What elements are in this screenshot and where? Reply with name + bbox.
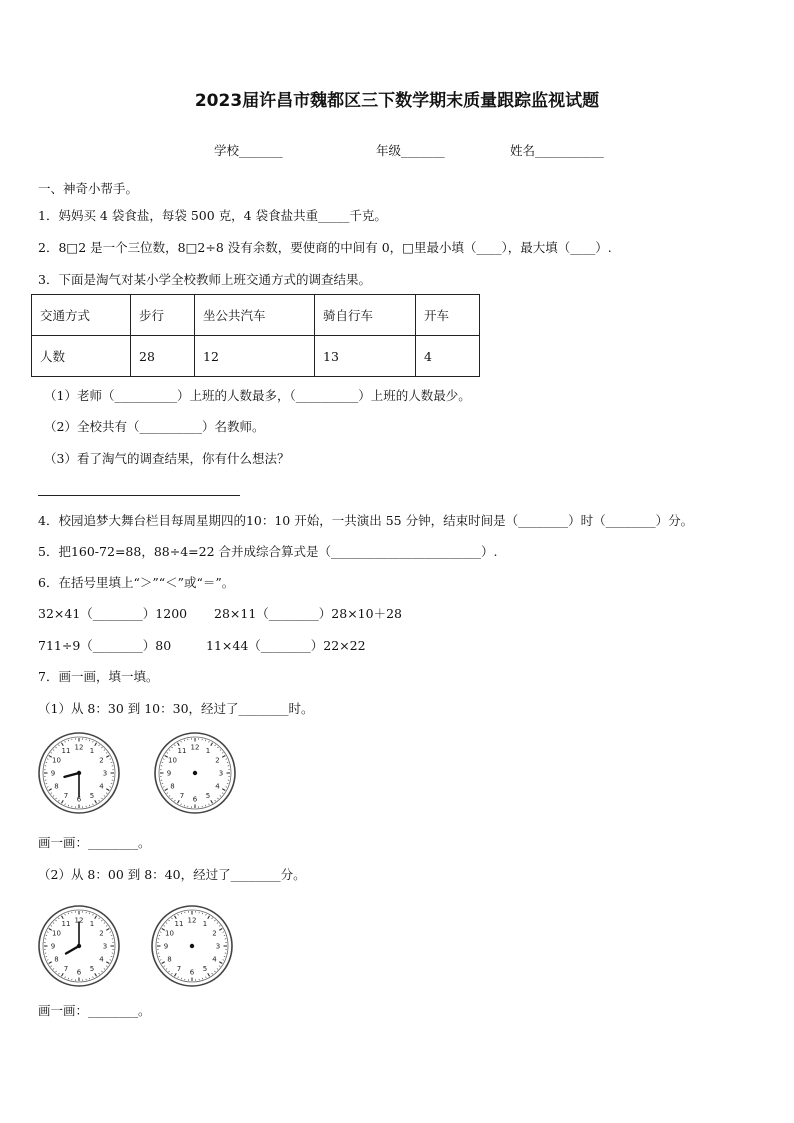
comparison-b: 28×11（________）28×10＋28 [214, 606, 402, 621]
clock-face-icon [37, 904, 121, 988]
question-6: 6．在括号里填上“＞”“＜”或“＝”。 [38, 575, 235, 590]
clock-face-icon[interactable] [153, 731, 237, 815]
name-field[interactable]: 姓名___________ [510, 143, 604, 158]
clock-number: 6 [189, 968, 195, 977]
table-row [32, 336, 480, 377]
table-cell: 28 [131, 336, 195, 377]
question-4: 4．校园追梦大舞台栏目每周星期四的10：10 开始，一共演出 55 分钟，结束时间是（________）时（________）分。 [38, 513, 694, 528]
question-7-2: （2）从 8：00 到 8：40，经过了________分。 [38, 867, 306, 882]
clock-number: 7 [176, 965, 182, 974]
grade-field[interactable]: 年级_______ [376, 143, 445, 158]
clock-number: 12 [74, 743, 84, 752]
clock-number: 7 [63, 965, 69, 974]
clock-number: 11 [61, 920, 71, 929]
clock-number: 9 [163, 942, 169, 951]
table-cell: 骑自行车 [315, 295, 416, 336]
question-2: 2．8□2 是一个三位数，8□2÷8 没有余数，要使商的中间有 0，□里最小填（____），最大填（____）. [38, 240, 612, 255]
clock-number: 4 [215, 782, 220, 791]
clock-center-dot [193, 771, 197, 775]
clock-number: 4 [212, 955, 217, 964]
clock-number: 8 [170, 782, 175, 791]
table-cell: 步行 [131, 295, 195, 336]
clock-number: 3 [102, 769, 108, 778]
clock-number: 12 [190, 743, 200, 752]
question-5: 5．把160-72=88，88÷4=22 合并成综合算式是（________________________）. [38, 544, 498, 559]
table-cell: 人数 [32, 336, 131, 377]
draw-prompt-1: 画一画：________。 [38, 835, 151, 850]
clock-number: 10 [165, 929, 174, 938]
clock-number: 4 [99, 782, 104, 791]
clock-number: 5 [89, 965, 95, 974]
clock-number: 9 [50, 942, 56, 951]
survey-table [31, 294, 480, 377]
clock-number: 4 [99, 955, 104, 964]
school-field[interactable]: 学校_______ [214, 143, 283, 158]
question-3-3: （3）看了淘气的调查结果，你有什么想法？ [44, 451, 290, 466]
clock-number: 3 [102, 942, 108, 951]
clock-center-dot [77, 944, 81, 948]
clock-center-dot [77, 771, 81, 775]
clock-number: 10 [52, 929, 61, 938]
clock-number: 7 [63, 792, 69, 801]
clock-number: 7 [179, 792, 185, 801]
answer-line[interactable] [38, 495, 240, 496]
clock-number: 6 [192, 795, 198, 804]
page-title: 2023届许昌市魏都区三下数学期末质量跟踪监视试题 [194, 91, 600, 111]
clock-number: 6 [76, 795, 82, 804]
comparison-d: 11×44（________）22×22 [206, 638, 366, 653]
table-row [32, 295, 480, 336]
question-7: 7．画一画，填一填。 [38, 669, 159, 684]
question-7-1: （1）从 8：30 到 10：30，经过了________时。 [38, 701, 314, 716]
clock-number: 6 [76, 968, 82, 977]
table-cell: 12 [195, 336, 315, 377]
table-cell: 开车 [416, 295, 480, 336]
question-3-2: （2）全校共有（__________）名教师。 [44, 419, 265, 434]
clock-number: 2 [215, 756, 220, 765]
clock-number: 9 [50, 769, 56, 778]
clock-number: 11 [177, 747, 187, 756]
clock-number: 2 [99, 929, 104, 938]
clock-number: 1 [202, 920, 208, 929]
clock-number: 11 [61, 747, 71, 756]
clock-number: 8 [167, 955, 172, 964]
clock-center-dot [190, 944, 194, 948]
table-cell: 13 [315, 336, 416, 377]
clock-number: 8 [54, 782, 59, 791]
clock-number: 12 [74, 916, 84, 925]
clock-number: 1 [205, 747, 211, 756]
question-3-1: （1）老师（__________）上班的人数最多，（__________）上班的人数最少。 [44, 388, 471, 403]
clock-number: 2 [99, 756, 104, 765]
table-cell: 4 [416, 336, 480, 377]
clock-number: 3 [215, 942, 221, 951]
clock-number: 5 [89, 792, 95, 801]
comparison-a: 32×41（________）1200 [38, 606, 188, 621]
draw-prompt-2: 画一画：________。 [38, 1003, 151, 1018]
clock-number: 9 [166, 769, 172, 778]
clock-number: 10 [52, 756, 61, 765]
clock-number: 10 [168, 756, 177, 765]
section-heading: 一、神奇小帮手。 [38, 181, 139, 196]
clock-face-icon[interactable] [150, 904, 234, 988]
clock-number: 5 [202, 965, 208, 974]
clock-number: 8 [54, 955, 59, 964]
clock-number: 5 [205, 792, 211, 801]
table-cell: 坐公共汽车 [195, 295, 315, 336]
table-cell: 交通方式 [32, 295, 131, 336]
clock-number: 2 [212, 929, 217, 938]
clock-face-icon [37, 731, 121, 815]
question-3: 3．下面是淘气对某小学全校教师上班交通方式的调查结果。 [38, 272, 371, 287]
clock-number: 1 [89, 747, 95, 756]
question-1: 1．妈妈买 4 袋食盐，每袋 500 克，4 袋食盐共重_____千克。 [38, 208, 387, 223]
clock-number: 11 [174, 920, 184, 929]
comparison-c: 711÷9（________）80 [38, 638, 172, 653]
clock-number: 12 [187, 916, 197, 925]
clock-number: 1 [89, 920, 95, 929]
clock-number: 3 [218, 769, 224, 778]
